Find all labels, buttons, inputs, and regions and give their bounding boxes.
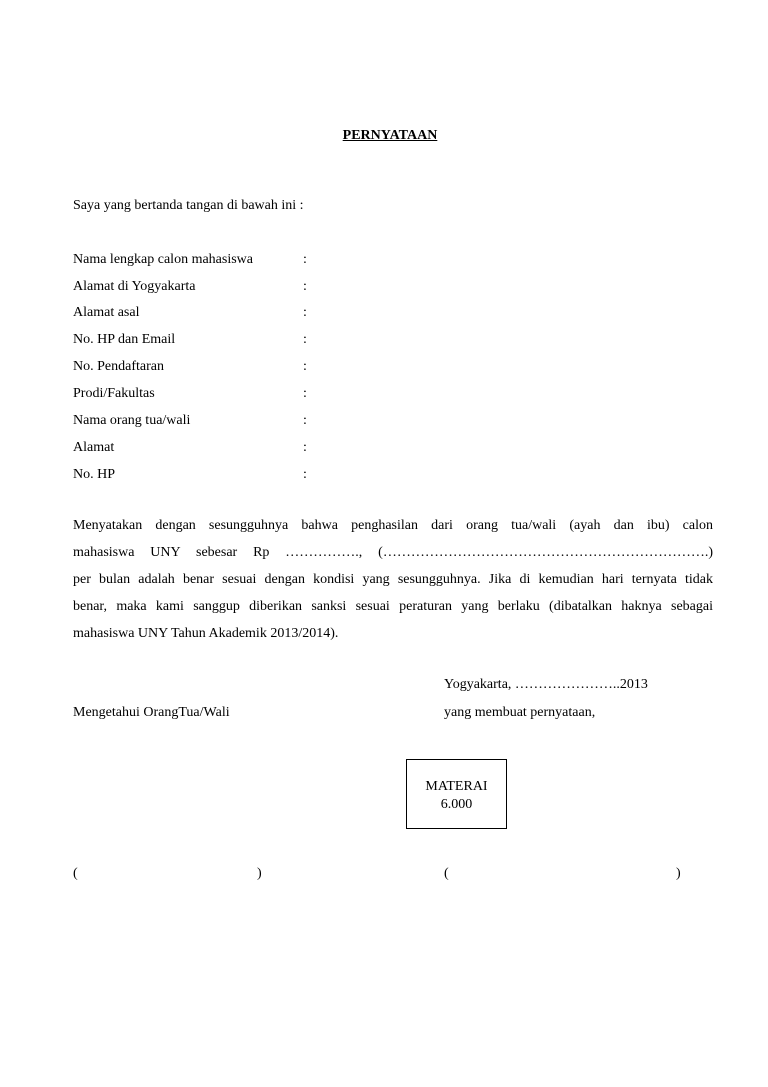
field-label: Alamat di Yogyakarta [73,279,196,294]
field-colon: : [303,332,307,347]
field-label: Nama orang tua/wali [73,413,191,428]
signature-right-close: ) [676,866,681,881]
materai-value: 6.000 [440,797,473,812]
field-colon: : [303,467,307,482]
field-colon: : [303,440,307,455]
statement-line: mahasiswa UNY Tahun Akademik 2013/2014). [73,626,339,641]
signature-right-open: ( [444,866,449,881]
field-colon: : [303,305,307,320]
declarant-label: yang membuat pernyataan, [444,705,596,720]
statement-paragraph [73,512,713,647]
field-colon: : [303,252,307,267]
field-colon: : [303,279,307,294]
field-colon: : [303,359,307,374]
statement-line: benar, maka kami sanggup diberikan sanksi sesuai peraturan yang berlaku (dibatalkan haknya sebagai [73,599,713,614]
field-label: Alamat [73,440,115,455]
signature-left-open: ( [73,866,78,881]
page-title: PERNYATAAN [342,128,438,143]
field-label: Prodi/Fakultas [73,386,155,401]
acknowledge-parent-label: Mengetahui OrangTua/Wali [73,705,230,720]
intro-text: Saya yang bertanda tangan di bawah ini : [73,198,304,213]
signature-left-close: ) [257,866,262,881]
field-label: Nama lengkap calon mahasiswa [73,252,253,267]
field-label: Alamat asal [73,305,140,320]
field-label: No. Pendaftaran [73,359,164,374]
statement-line: Menyatakan dengan sesungguhnya bahwa penghasilan dari orang tua/wali (ayah dan ibu) calon [73,518,713,533]
field-label: No. HP dan Email [73,332,176,347]
field-colon: : [303,413,307,428]
statement-line: mahasiswa UNY sebesar Rp ……………., (…………………………………………………………….) [73,545,713,560]
field-colon: : [303,386,307,401]
field-label: No. HP [73,467,116,482]
materai-label: MATERAI [425,779,488,794]
statement-line: per bulan adalah benar sesuai dengan kondisi yang sesungguhnya. Jika di kemudian hari ternyata tidak [73,572,713,587]
materai-stamp-box [406,759,507,829]
place-date: Yogyakarta, …………………..2013 [444,677,648,692]
